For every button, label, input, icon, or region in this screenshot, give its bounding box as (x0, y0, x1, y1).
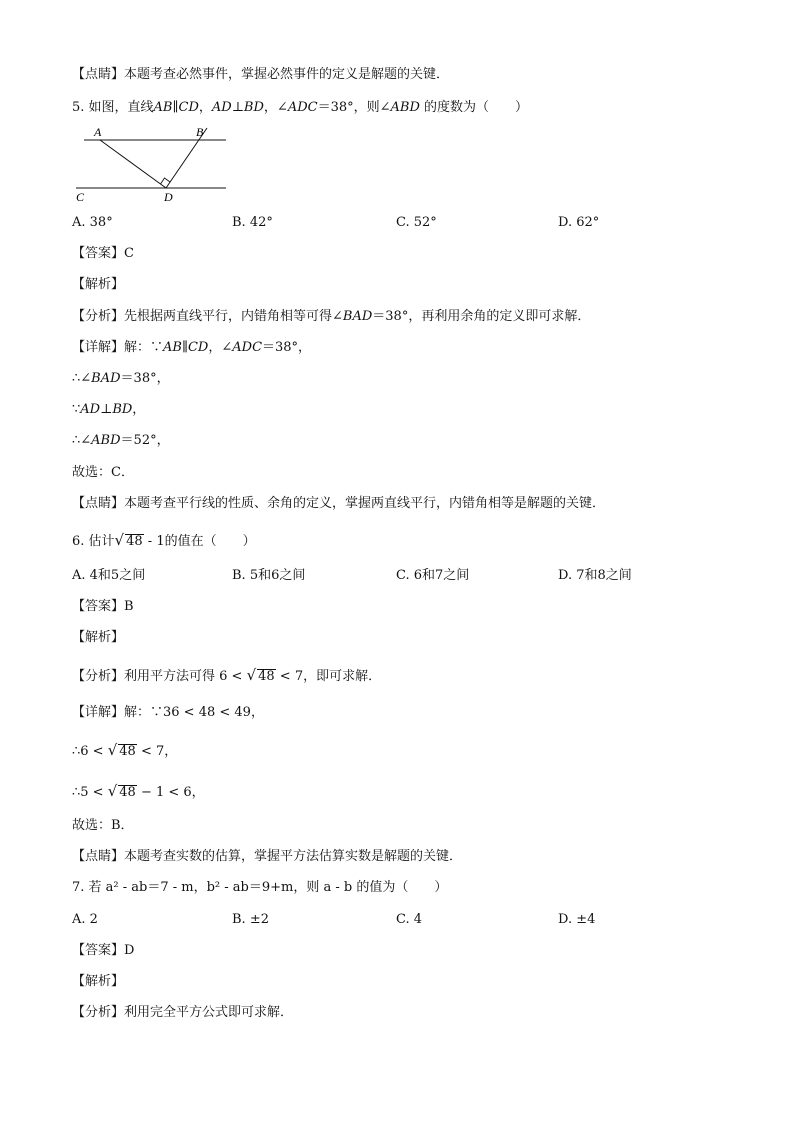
q6-fenxi-part: < 7，即可求解． (275, 669, 382, 684)
q5-dianjing: 【点睛】本题考查平行线的性质、余角的定义，掌握两直线平行，内错角相等是解题的关键． (72, 496, 606, 511)
q5-option-c: C. 52° (396, 215, 437, 230)
q5-step-part: ∴ (72, 371, 81, 386)
q5-xiang-part: 【详解】解：∵ (72, 340, 164, 355)
q5-fenxi-part: ∠BAD (332, 309, 373, 324)
q7-jiexi: 【解析】 (72, 974, 125, 989)
q6-step-2 (72, 782, 205, 802)
q6-xiangjie: 【详解】解：∵36 < 48 < 49， (72, 705, 264, 720)
q5-fenxi-part: 【分析】先根据两直线平行，内错角相等可得 (72, 309, 333, 324)
q7-stem: 7. 若 a² - ab＝7 - m，b² - ab＝9+m，则 a - b 的值为（ ） (72, 880, 448, 895)
q5-stem-part: ， (198, 100, 212, 115)
q5-step-1 (72, 370, 170, 388)
q5-option-a: A. 38° (72, 215, 113, 230)
q6-radicand: 48 (119, 785, 136, 800)
q6-step-part: ∴6 < (72, 744, 108, 759)
q5-stem-part: ∠ADC (276, 100, 318, 115)
q5-step-part: ＝52°， (120, 433, 170, 448)
sqrt-symbol: √ (246, 666, 257, 684)
q7-option-c: C. 4 (396, 912, 423, 927)
q5-step-part: ∵ (72, 402, 81, 417)
q5-step-2 (72, 401, 145, 419)
q5-option-d: D. 62° (558, 215, 600, 230)
q5-step-part: AD⊥BD (80, 402, 133, 417)
q5-stem (72, 99, 528, 117)
q6-stem-part: 6. 估计 (72, 534, 115, 549)
label-c: C (76, 190, 85, 204)
q6-radicand: 48 (258, 669, 275, 684)
q6-fenxi (72, 666, 381, 686)
q6-option-b: B. 5和6之间 (232, 568, 306, 583)
q7-option-a: A. 2 (72, 912, 98, 927)
q7-answer: 【答案】D (72, 943, 135, 958)
q5-step-3 (72, 432, 170, 450)
q7-fenxi: 【分析】利用完全平方公式即可求解． (72, 1005, 294, 1020)
q6-answer: 【答案】B (72, 599, 134, 614)
q6-fenxi-part: 【分析】利用平方法可得 6 < (72, 669, 247, 684)
q6-option-c: C. 6和7之间 (396, 568, 470, 583)
q5-fenxi (72, 308, 590, 326)
q5-answer: 【答案】C (72, 246, 134, 261)
q5-xiang-part: AB∥CD (163, 340, 209, 355)
q6-step-part: < 7， (136, 744, 178, 759)
q5-step-part: ， (132, 402, 146, 417)
q5-stem-part: ＝38°，则 (317, 100, 380, 115)
q6-choose: 故选：B． (72, 818, 134, 833)
label-b: B (196, 125, 204, 139)
q6-dianjing: 【点睛】本题考查实数的估算，掌握平方法估算实数是解题的关键． (72, 849, 463, 864)
q6-radicand: 48 (126, 534, 143, 549)
q5-step-part: ＝38°， (120, 371, 170, 386)
q6-option-a: A. 4和5之间 (72, 568, 146, 583)
right-angle-mark (161, 178, 171, 184)
q5-figure (72, 122, 232, 204)
q5-stem-part: AB∥CD (153, 100, 199, 115)
q5-stem-part: ， (263, 100, 277, 115)
sqrt-symbol: √ (107, 741, 118, 759)
q6-radicand: 48 (119, 744, 136, 759)
q5-stem-part: 的度数为（ ） (419, 100, 529, 115)
label-d: D (164, 190, 173, 204)
q6-jiexi: 【解析】 (72, 630, 125, 645)
q6-stem (72, 531, 256, 551)
q5-xiang-part: ＝38°， (262, 340, 312, 355)
q5-stem-part: ∠ABD (379, 100, 420, 115)
label-a: A (94, 125, 102, 139)
q5-stem-part: 5. 如图，直线 (72, 100, 154, 115)
q5-xiangjie (72, 339, 311, 357)
q5-step-part: ∴ (72, 433, 81, 448)
sqrt-symbol: √ (114, 531, 125, 549)
q5-step-part: ∠ABD (80, 433, 121, 448)
q4-dianjing: 【点睛】本题考查必然事件，掌握必然事件的定义是解题的关键． (72, 67, 450, 82)
q7-option-d: D. ±4 (558, 912, 596, 927)
q6-stem-part: - 1的值在（ ） (143, 534, 256, 549)
q6-step-part: − 1 < 6， (136, 785, 205, 800)
q5-fenxi-part: ＝38°，再利用余角的定义即可求解． (372, 309, 591, 324)
q5-step-part: ∠BAD (80, 371, 121, 386)
q5-option-b: B. 42° (232, 215, 273, 230)
q5-xiang-part: ∠ADC (221, 340, 263, 355)
q6-step-1 (72, 741, 177, 761)
q6-option-d: D. 7和8之间 (558, 568, 632, 583)
q5-choose: 故选：C． (72, 465, 134, 480)
q7-option-b: B. ±2 (232, 912, 269, 927)
sqrt-symbol: √ (107, 782, 118, 800)
q5-jiexi: 【解析】 (72, 277, 125, 292)
q6-step-part: ∴5 < (72, 785, 108, 800)
q5-xiang-part: ， (208, 340, 222, 355)
segment-ad (100, 140, 166, 188)
q5-stem-part: AD⊥BD (211, 100, 264, 115)
